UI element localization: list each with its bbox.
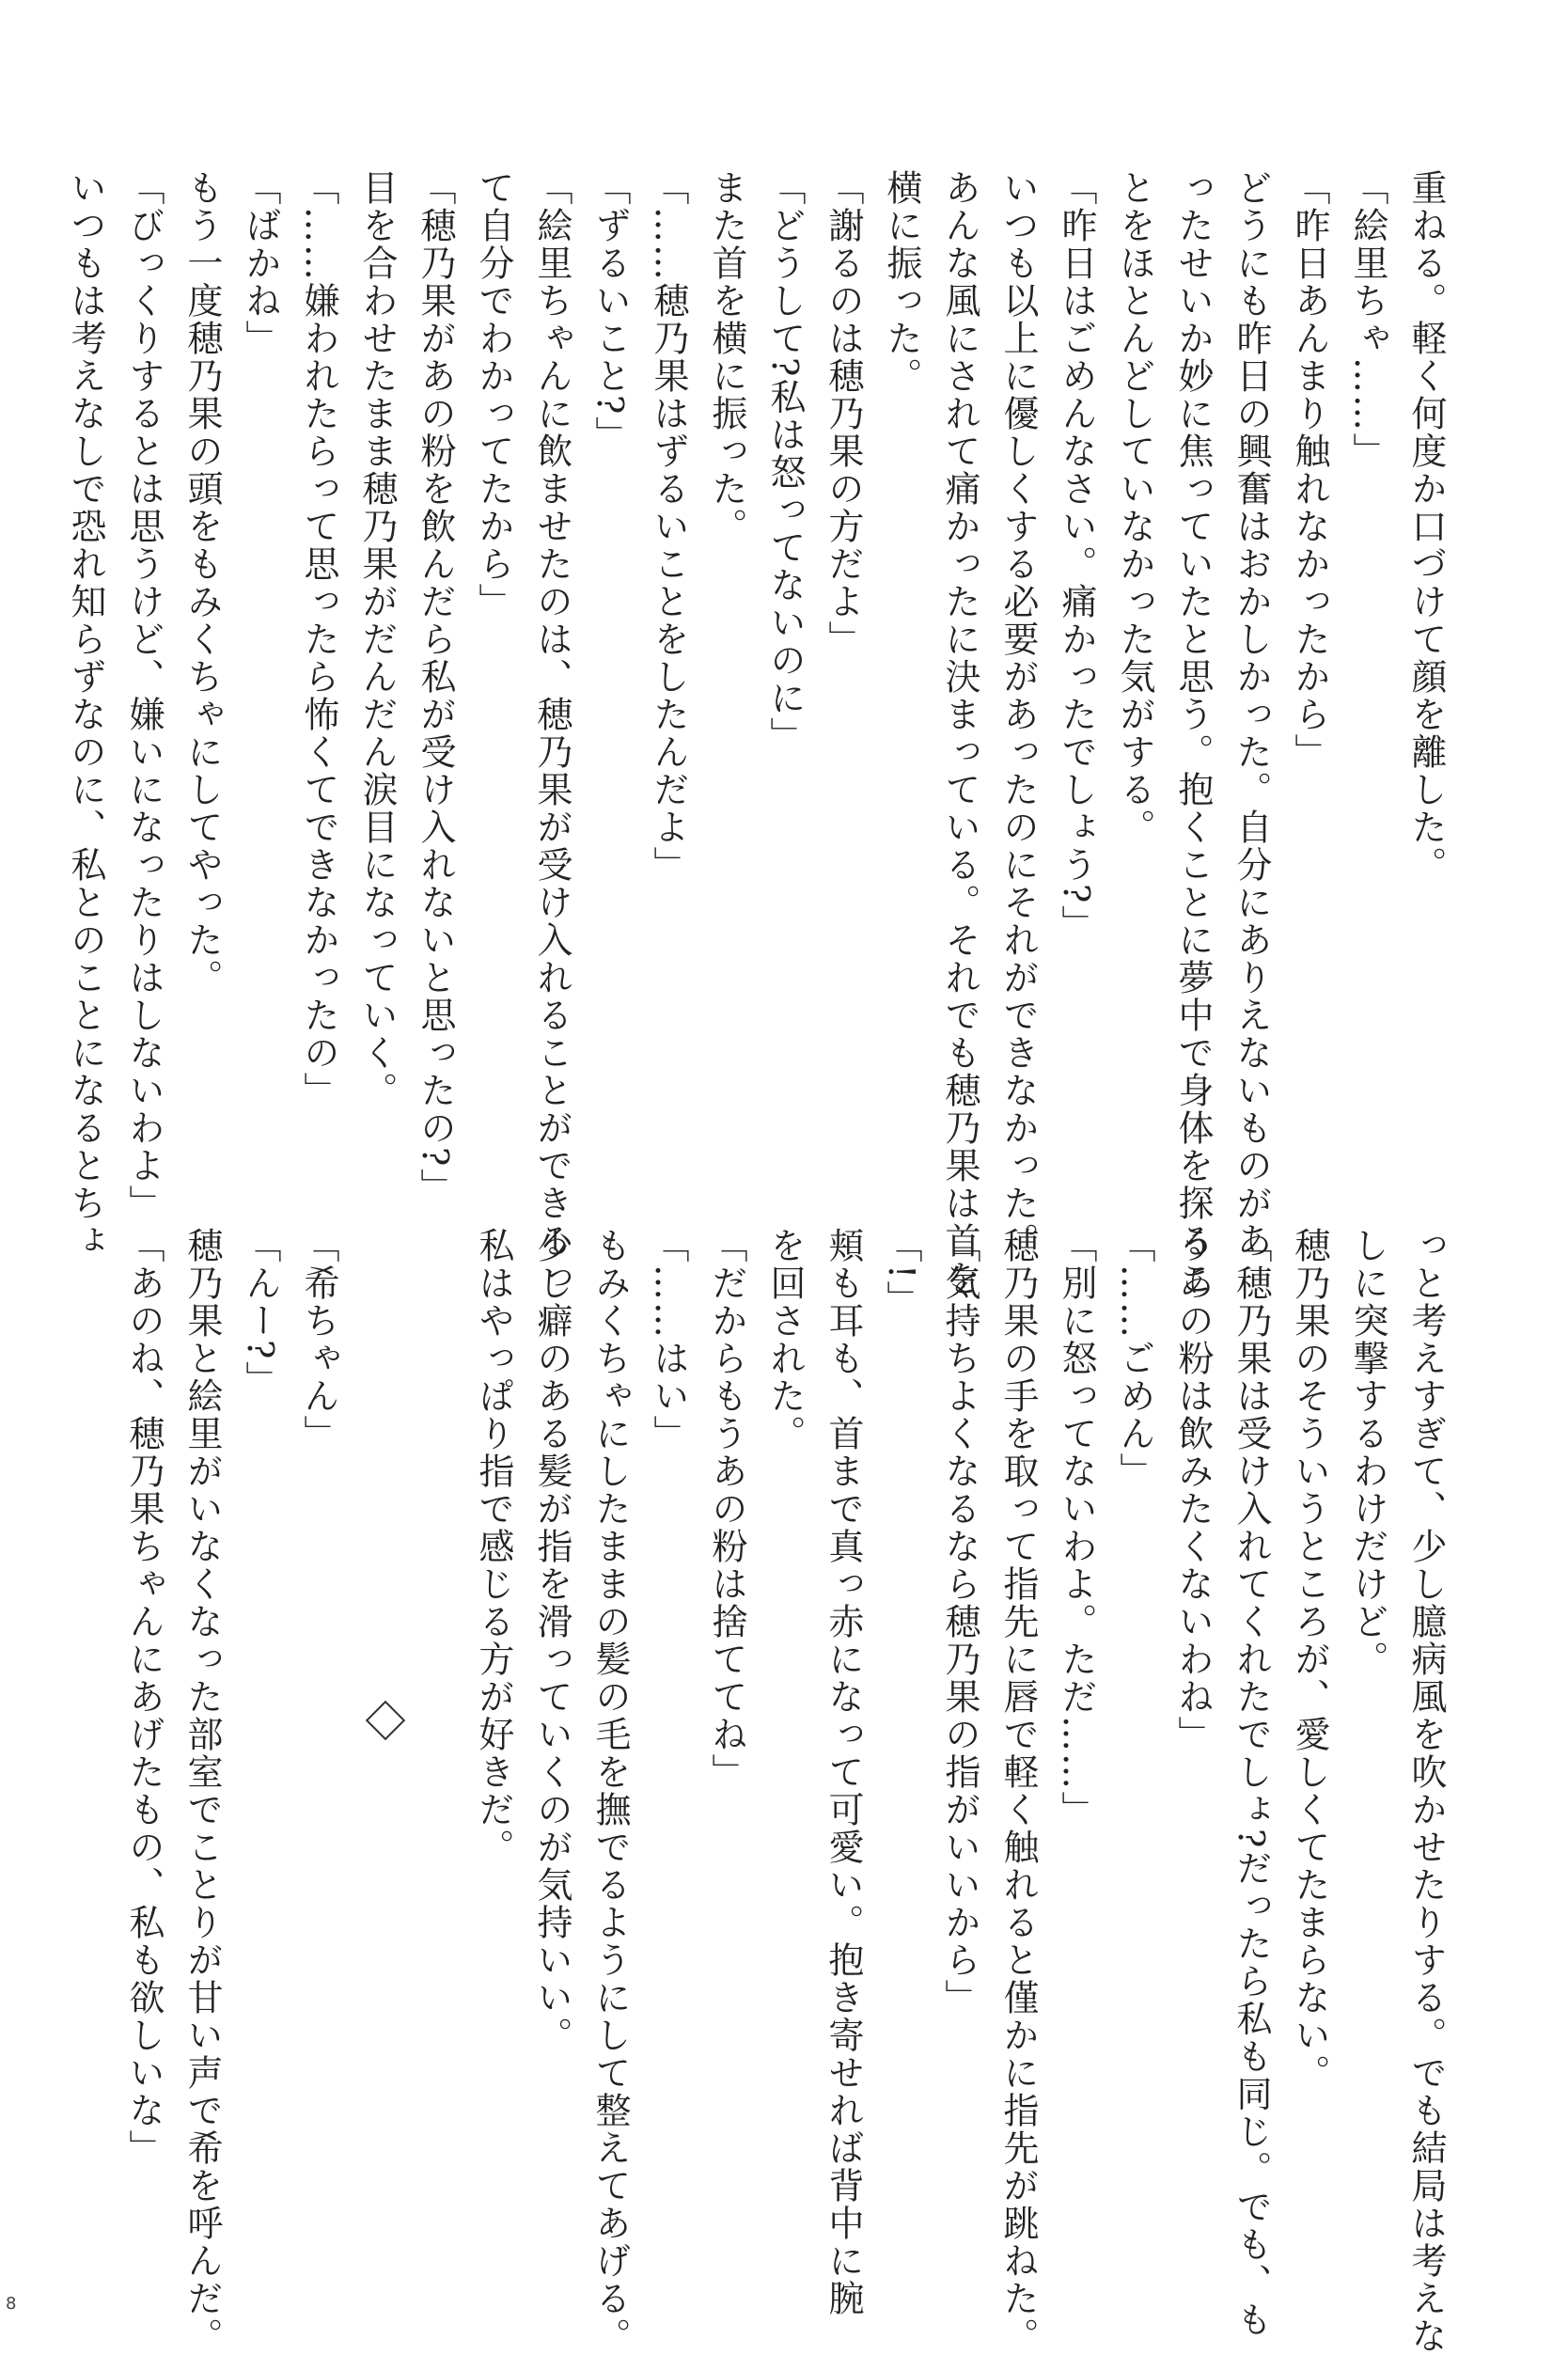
text-line: 穂乃果と絵里がいなくなった部室でことりが甘い声で希を呼んだ。 [181,1227,223,2355]
text-line: また首を横に振った。 [706,169,747,545]
text-line: 頬も耳も、首まで真っ赤になって可愛い。抱き寄せれば背中に腕 [823,1227,864,2317]
text-line: 「!」 [881,1227,922,1319]
text-line: しに突撃するわけだけど。 [1347,1227,1388,1678]
text-line: 「絵里ちゃ……」 [1347,169,1388,470]
text-line: 「穂乃果があの粉を飲んだら私が受け入れないと思ったの?」 [415,169,456,1206]
text-line: 穂乃果の手を取って指先に唇で軽く触れると僅かに指先が跳ねた。 [997,1227,1039,2355]
text-line: 「だからもうあの粉は捨ててね」 [706,1227,747,1791]
text-line: 「どうして?私は怒ってないのに」 [764,169,806,755]
text-line: 横に振った。 [881,169,922,395]
text-line: を回された。 [764,1227,806,1452]
text-line: 「……はい」 [648,1227,689,1452]
text-line: 「気持ちよくなるなら穂乃果の指がいいから」 [939,1227,980,2017]
text-line: 「ばかね」 [240,169,281,357]
text-line: 「昨日はごめんなさい。痛かったでしょう?」 [1056,169,1097,943]
text-block-top [65,169,1455,1297]
text-line: とをほとんどしていなかった気がする。 [1114,169,1155,846]
text-line: ったせいか妙に焦っていたと思う。抱くことに夢中で身体を探るこ [1172,169,1214,1297]
text-line: っと考えすぎて、少し臆病風を吹かせたりする。でも結局は考えな [1405,1227,1447,2355]
text-line: うあの粉は飲みたくないわね」 [1172,1227,1214,1753]
text-line: 「絵里ちゃんに飲ませたのは、穂乃果が受け入れることができるっ [531,169,572,1297]
text-line: 「穂乃果は受け入れてくれたでしょ?だったら私も同じ。でも、も [1231,1227,1272,2339]
text-line: 「……穂乃果はずるいことをしたんだよ」 [648,169,689,884]
page-number: 8 [6,2294,17,2314]
text-line: 穂乃果のそういうところが、愛しくてたまらない。 [1289,1227,1330,2092]
text-line: 「あのね、穂乃果ちゃんにあげたもの、私も欲しいな」 [123,1227,165,2167]
text-line: 「……ごめん」 [1114,1227,1155,1490]
text-line: 少し癖のある髪が指を滑っていくのが気持いい。 [531,1227,572,2054]
text-line: 「んー?」 [240,1227,281,1399]
text-block-bottom [92,1227,1455,2355]
text-line: 「謝るのは穂乃果の方だよ」 [823,169,864,658]
text-line: もう一度穂乃果の頭をもみくちゃにしてやった。 [181,169,223,997]
text-line: 目を合わせたまま穂乃果がだんだん涙目になっていく。 [356,169,398,1109]
text-line: 「ずるいこと?」 [589,169,631,454]
text-line: あんな風にされて痛かったに決まっている。それでも穂乃果は首を [939,169,980,1297]
text-line: 重ねる。軽く何度か口づけて顔を離した。 [1405,169,1447,884]
text-line: 「びっくりするとは思うけど、嫌いになったりはしないわよ」 [123,169,165,1222]
text-line: て自分でわかってたから」 [473,169,514,620]
text-line: 「希ちゃん」 [298,1227,339,1452]
text-line: いつも以上に優しくする必要があったのにそれができなかった。 [997,169,1039,1260]
text-line: どうにも昨日の興奮はおかしかった。自分にありえないものがあ [1231,169,1272,1260]
text-line: 私はやっぱり指で感じる方が好きだ。 [473,1227,514,1866]
text-line: 「……嫌われたらって思ったら怖くてできなかったの」 [298,169,339,1109]
text-line: 「別に怒ってないわよ。ただ……」 [1056,1227,1097,1829]
text-line: もみくちゃにしたままの髪の毛を撫でるようにして整えてあげる。 [589,1227,631,2355]
text-line: いつもは考えなしで恐れ知らずなのに、私とのことになるとちょ [65,169,106,1260]
text-line [406,1227,464,2223]
text-line: 「昨日あんまり触れなかったから」 [1289,169,1330,771]
